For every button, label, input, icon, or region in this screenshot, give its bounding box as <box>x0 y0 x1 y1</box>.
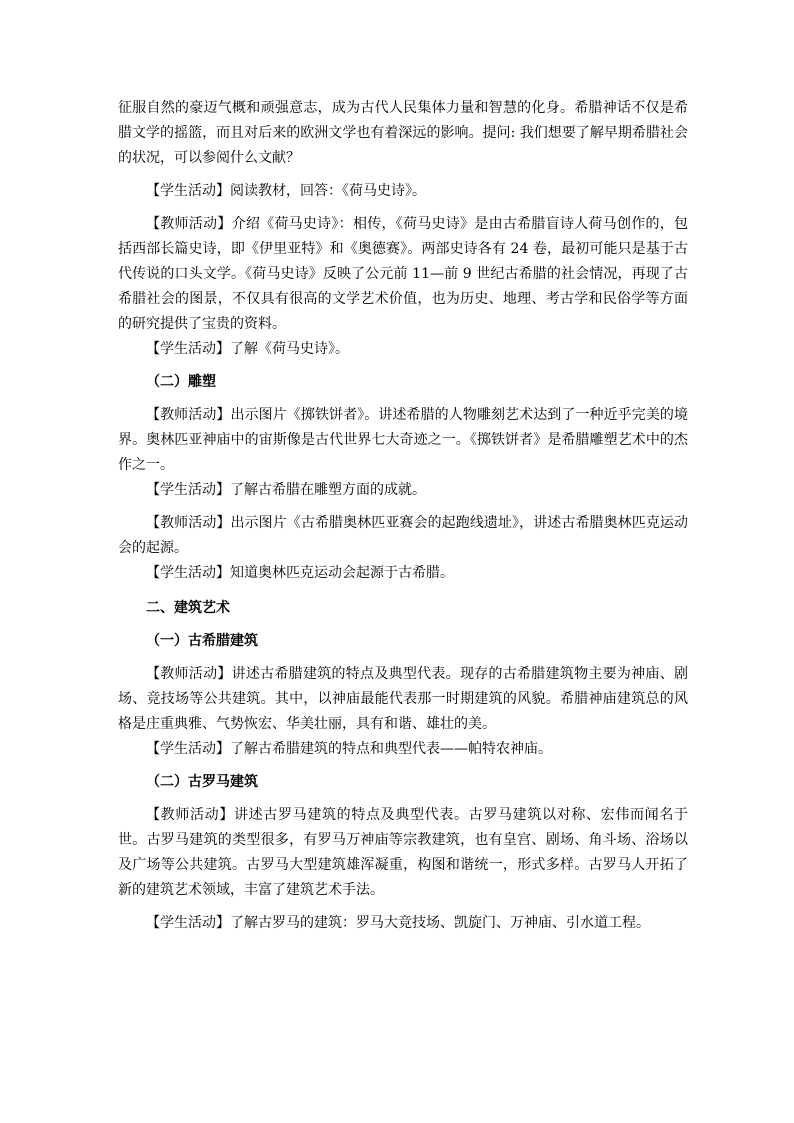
document-page <box>118 96 688 936</box>
paragraph-teacher-discobolus: 【教师活动】出示图片《掷铁饼者》。讲述希腊的人物雕刻艺术达到了一种近乎完美的境界。奥林匹亚神庙中的宙斯像是古代世界七大奇迹之一。《掷铁饼者》是希腊雕塑艺术中的杰作之一。 <box>118 407 688 473</box>
heading-sculpture: （二）雕塑 <box>146 374 216 390</box>
heading-greek-architecture: （一）古希腊建筑 <box>146 633 258 649</box>
paragraph-teacher-roman-architecture: 【教师活动】讲述古罗马建筑的特点及典型代表。古罗马建筑以对称、宏伟而闻名于世。古罗马建筑的类型很多，有罗马万神庙等宗教建筑，也有皇宫、剧场、角斗场、浴场以及广场等公共建筑。古罗马大型建筑雄浑凝重，构图和谐统一，形式多样。古罗马人开拓了新的建筑艺术领域，丰富了建筑艺术手法。 <box>118 807 688 898</box>
paragraph-student-sculpture: 【学生活动】了解古希腊在雕塑方面的成就。 <box>146 482 426 498</box>
paragraph-teacher-homer-epics: 【教师活动】介绍《荷马史诗》：相传，《荷马史诗》是由古希腊盲诗人荷马创作的，包括西部长篇史诗，即《伊里亚特》和《奥德赛》。两部史诗各有 24 卷，最初可能只是基于古代传说的口头文学。《荷马史诗》反映了公元前 11—前 9 世纪古希腊的社会情况，再现了古希腊社会的图景，不仅具有很高的文学艺术价值，也为历史、地理、考古学和民俗学等方面的研究提供了宝贵的资料。 <box>118 216 688 332</box>
paragraph-greek-myth-intro: 征服自然的豪迈气概和顽强意志，成为古代人民集体力量和智慧的化身。希腊神话不仅是希腊文学的摇篮，而且对后来的欧洲文学也有着深远的影响。提问: 我们想要了解早期希腊社会的状况，可以参阅什么文献？ <box>118 100 688 166</box>
paragraph-student-parthenon: 【学生活动】了解古希腊建筑的特点和典型代表——帕特农神庙。 <box>146 741 552 757</box>
paragraph-student-learn-homer: 【学生活动】了解《荷马史诗》。 <box>146 341 349 357</box>
paragraph-teacher-greek-architecture: 【教师活动】讲述古希腊建筑的特点及典型代表。现存的古希腊建筑物主要为神庙、剧场、竞技场等公共建筑。其中，以神庙最能代表那一时期建筑的风貌。希腊神庙建筑总的风格是庄重典雅、气势恢宏、华美壮丽，具有和谐、雄壮的美。 <box>118 666 688 732</box>
paragraph-teacher-olympia: 【教师活动】出示图片《古希腊奥林匹亚赛会的起跑线遗址》，讲述古希腊奥林匹克运动会的起源。 <box>118 515 688 556</box>
heading-roman-architecture: （二）古罗马建筑 <box>146 774 258 790</box>
paragraph-student-olympics: 【学生活动】知道奥林匹克运动会起源于古希腊。 <box>146 565 454 581</box>
paragraph-student-roman-buildings: 【学生活动】了解古罗马的建筑：罗马大竞技场、凯旋门、万神庙、引水道工程。 <box>146 915 650 931</box>
heading-architecture: 二、建筑艺术 <box>146 600 230 616</box>
paragraph-student-answer-homer: 【学生活动】阅读教材，回答：《荷马史诗》。 <box>146 183 426 199</box>
